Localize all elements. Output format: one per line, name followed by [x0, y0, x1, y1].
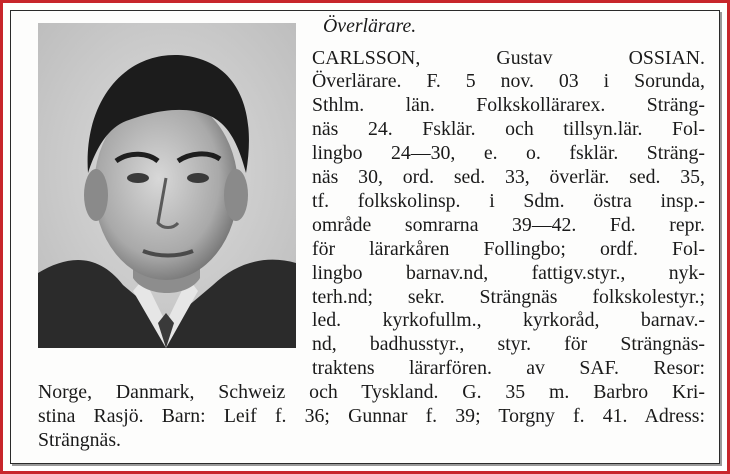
entry-line: Norge, Danmark, Schweiz och Tyskland. G. 35 m. Barbro Kri- [38, 381, 705, 403]
entry-line: näs 30, ord. sed. 33, överlär. sed. 35, [312, 166, 705, 188]
entry-line: tf. folkskolinsp. i Sdm. östra insp.- [312, 190, 705, 212]
entry-line: lingbo barnav.nd, fattigv.styr., nyk- [312, 262, 705, 284]
entry-line: traktens lärarfören. av SAF. Resor: [312, 357, 705, 379]
entry-line: för lärarkåren Follingbo; ordf. Fol- [312, 238, 705, 260]
entry-line: nd, badhusstyr., styr. för Strängnäs- [312, 333, 705, 355]
entry-heading: Överlärare. [323, 15, 417, 37]
entry-line: näs 24. Fsklär. och tillsyn.lär. Fol- [312, 118, 705, 140]
portrait-image [38, 23, 296, 348]
entry-line: terh.nd; sekr. Strängnäs folkskolestyr.; [312, 286, 705, 308]
portrait-photo [38, 23, 296, 348]
entry-line: Strängnäs. [38, 429, 121, 451]
entry-line: CARLSSON, Gustav OSSIAN. [312, 47, 705, 69]
entry-line: Överlärare. F. 5 nov. 03 i Sorunda, [312, 70, 705, 92]
entry-line: stina Rasjö. Barn: Leif f. 36; Gunnar f. 39; Torgny f. 41. Adress: [38, 405, 705, 427]
entry-line: lingbo 24—30, e. o. fsklär. Sträng- [312, 142, 705, 164]
entry-line: led. kyrkofullm., kyrkoråd, barnav.- [312, 309, 705, 331]
entry-line: område somrarna 39—42. Fd. repr. [312, 214, 705, 236]
entry-line: Sthlm. län. Folkskollärarex. Sträng- [312, 94, 705, 116]
